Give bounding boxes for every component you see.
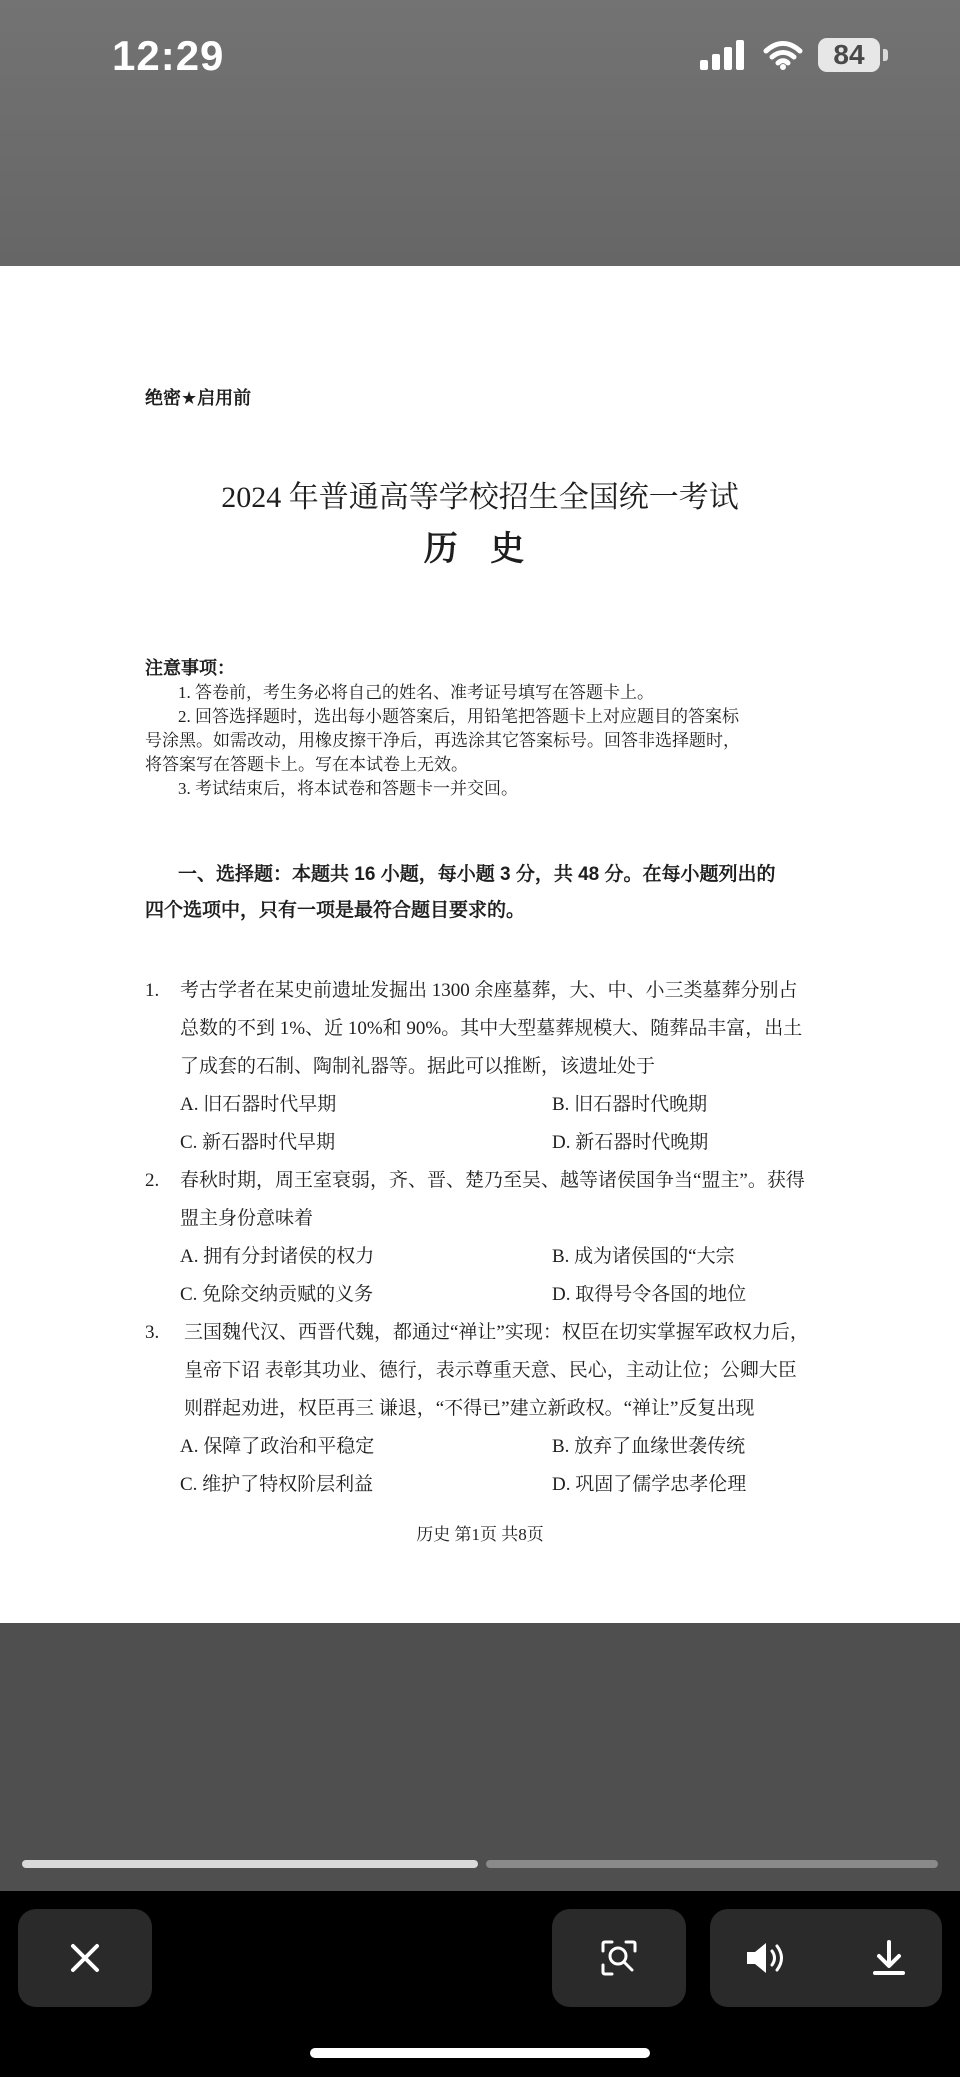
exam-page (0, 266, 960, 1623)
confidential-mark: 绝密★启用前 (145, 388, 252, 408)
question-text-line: 三国魏代汉、西晋代魏，都通过“禅让”实现：权臣在切实掌握军政权力后， (184, 1322, 809, 1343)
answer-option: A. 旧石器时代早期 (180, 1094, 337, 1115)
question-number: 2. (145, 1170, 160, 1191)
section-instruction-line: 一、选择题：本题共 16 小题，每小题 3 分，共 48 分。在每小题列出的 (178, 864, 776, 885)
answer-option: C. 新石器时代早期 (180, 1132, 336, 1153)
question-text-line: 则群起劝进，权臣再三 谦退，“不得已”建立新政权。“禅让”反复出现 (184, 1398, 755, 1419)
download-icon[interactable] (868, 1937, 910, 1979)
viewer-background (0, 1623, 960, 1891)
subject-title: 历 史 (423, 531, 537, 568)
battery-icon (818, 38, 888, 72)
section-instruction-line: 四个选项中，只有一项是最符合题目要求的。 (145, 900, 526, 921)
question-number: 3. (145, 1322, 160, 1343)
signal-icon (700, 40, 748, 70)
status-icons (700, 38, 888, 72)
notice-line: 号涂黑。如需改动，用橡皮擦干净后，再选涂其它答案标号。回答非选择题时， (145, 731, 740, 750)
question-text-line: 了成套的石制、陶制礼器等。据此可以推断，该遗址处于 (180, 1056, 656, 1077)
notice-line: 1. 答卷前，考生务必将自己的姓名、准考证号填写在答题卡上。 (178, 683, 654, 702)
notice-line: 2. 回答选择题时，选出每小题答案后，用铅笔把答题卡上对应题目的答案标 (178, 707, 739, 726)
answer-option: C. 免除交纳贡赋的义务 (180, 1284, 374, 1305)
speaker-icon[interactable] (742, 1937, 788, 1979)
exam-title: 2024 年普通高等学校招生全国统一考试 (221, 481, 739, 514)
question-text-line: 总数的不到 1%、近 10%和 90%。其中大型墓葬规模大、随葬品丰富，出土 (180, 1018, 803, 1039)
answer-option: D. 新石器时代晚期 (552, 1132, 709, 1153)
answer-option: D. 取得号令各国的地位 (552, 1284, 747, 1305)
battery-level: 84 (818, 38, 880, 72)
question-text-line: 春秋时期，周王室衰弱，齐、晋、楚乃至吴、越等诸侯国争当“盟主”。获得 (180, 1170, 805, 1191)
notice-heading: 注意事项： (145, 658, 235, 678)
home-indicator[interactable] (310, 2048, 650, 2058)
visual-search-icon (598, 1937, 640, 1979)
answer-option: B. 放弃了血缘世袭传统 (552, 1436, 746, 1457)
question-number: 1. (145, 980, 160, 1001)
status-area (0, 0, 960, 266)
visual-search-button[interactable] (552, 1909, 686, 2007)
answer-option: B. 旧石器时代晚期 (552, 1094, 708, 1115)
close-button[interactable] (18, 1909, 152, 2007)
answer-option: B. 成为诸侯国的“大宗 (552, 1246, 735, 1267)
question-text-line: 盟主身份意味着 (180, 1208, 314, 1229)
notice-line: 3. 考试结束后，将本试卷和答题卡一并交回。 (178, 779, 518, 798)
answer-option: C. 维护了特权阶层利益 (180, 1474, 374, 1495)
page-indicator-inactive[interactable] (486, 1860, 938, 1868)
page-indicators (22, 1860, 938, 1868)
viewer-toolbar (0, 1891, 960, 2077)
answer-option: D. 巩固了儒学忠孝伦理 (552, 1474, 747, 1495)
wifi-icon (762, 39, 804, 71)
media-actions (710, 1909, 942, 2007)
status-time: 12:29 (112, 32, 225, 79)
page-footer: 历史 第1页 共8页 (416, 1525, 544, 1544)
battery-tip (883, 49, 888, 61)
page-indicator-active[interactable] (22, 1860, 478, 1868)
question-text-line: 考古学者在某史前遗址发掘出 1300 余座墓葬，大、中、小三类墓葬分别占 (180, 980, 798, 1001)
notice-line: 将答案写在答题卡上。写在本试卷上无效。 (145, 755, 468, 774)
answer-option: A. 保障了政治和平稳定 (180, 1436, 375, 1457)
question-text-line: 皇帝下诏 表彰其功业、德行，表示尊重天意、民心，主动让位；公卿大臣 (184, 1360, 797, 1381)
answer-option: A. 拥有分封诸侯的权力 (180, 1246, 375, 1267)
close-icon (66, 1939, 104, 1977)
